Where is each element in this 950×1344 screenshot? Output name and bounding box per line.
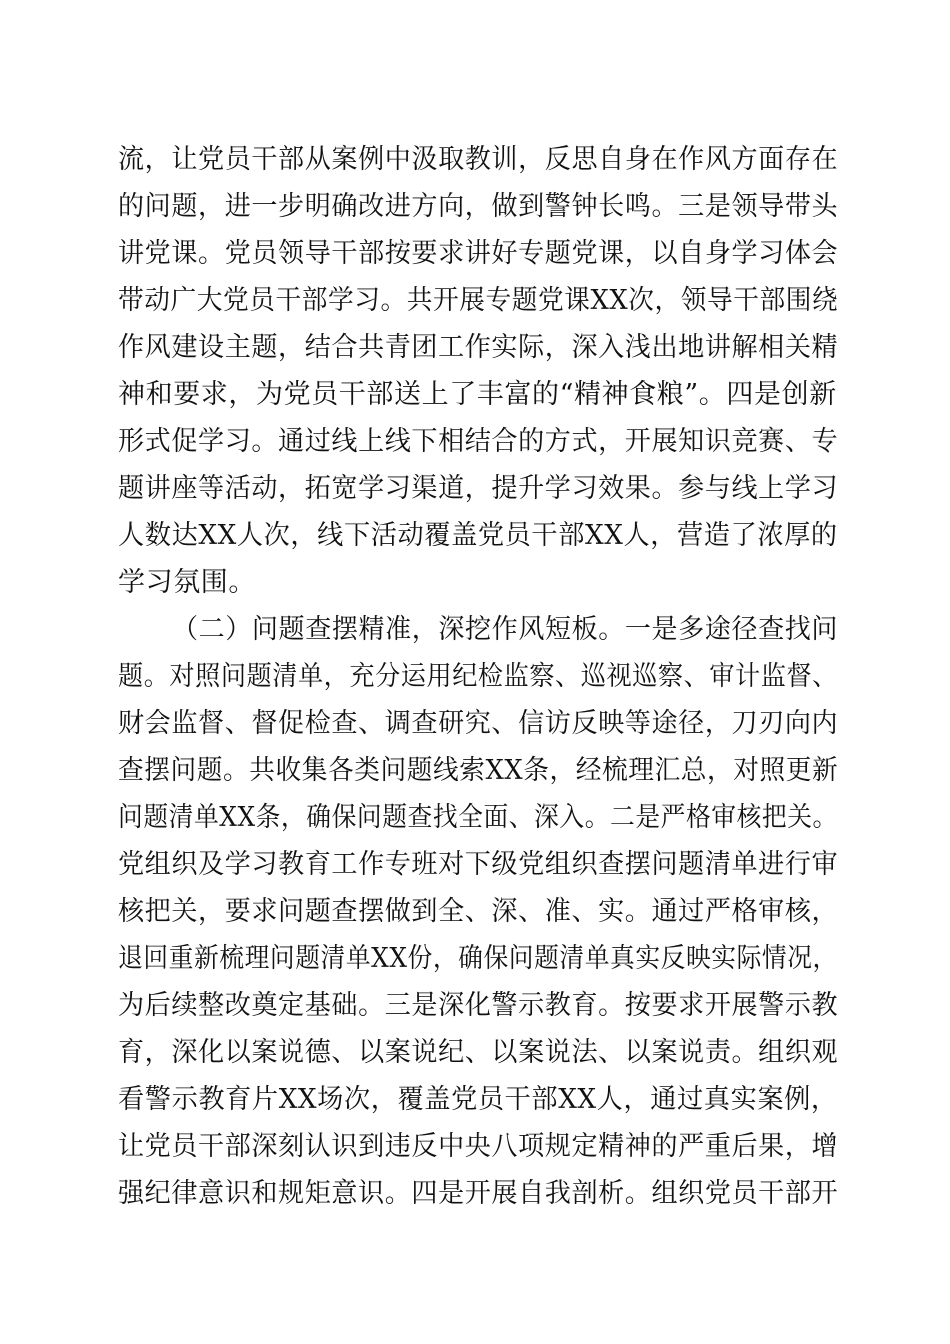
section-heading-line: （二）问题查摆精准，深挖作风短板。一是多途径查找问 — [172, 614, 838, 645]
text-line: 带动广大党员干部学习。共开展专题党课XX次，领导干部围绕 — [118, 285, 839, 316]
text-line: 党组织及学习教育工作专班对下级党组织查摆问题清单进行审 — [118, 849, 839, 880]
text-line: 强纪律意识和规矩意识。四是开展自我剖析。组织党员干部开 — [118, 1178, 839, 1209]
text-line: 神和要求，为党员干部送上了丰富的“精神食粮”。四是创新 — [118, 379, 837, 410]
text-line: 题讲座等活动，拓宽学习渠道，提升学习效果。参与线上学习 — [118, 473, 839, 504]
text-line: 题。对照问题清单，充分运用纪检监察、巡视巡察、审计监督、 — [118, 661, 838, 692]
text-line: 学习氛围。 — [118, 567, 256, 598]
text-line: 的问题，进一步明确改进方向，做到警钟长鸣。三是领导带头 — [118, 191, 839, 222]
text-line: 形式促学习。通过线上线下相结合的方式，开展知识竞赛、专 — [118, 426, 839, 457]
text-line: 为后续整改奠定基础。三是深化警示教育。按要求开展警示教 — [118, 990, 839, 1021]
text-line: 流，让党员干部从案例中汲取教训，反思自身在作风方面存在 — [118, 144, 839, 175]
text-line: 财会监督、督促检查、调查研究、信访反映等途径，刀刃向内 — [118, 708, 839, 739]
text-line: 问题清单XX条，确保问题查找全面、深入。二是严格审核把关。 — [118, 802, 838, 833]
text-line: 退回重新梳理问题清单XX份，确保问题清单真实反映实际情况， — [118, 943, 838, 974]
text-line: 核把关，要求问题查摆做到全、深、准、实。通过严格审核， — [118, 896, 839, 927]
text-line: 育，深化以案说德、以案说纪、以案说法、以案说责。组织观 — [118, 1037, 839, 1068]
text-line: 作风建设主题，结合共青团工作实际，深入浅出地讲解相关精 — [118, 332, 839, 363]
text-line: 让党员干部深刻认识到违反中央八项规定精神的严重后果，增 — [118, 1131, 839, 1162]
text-line: 查摆问题。共收集各类问题线索XX条，经梳理汇总，对照更新 — [118, 755, 839, 786]
text-line: 人数达XX人次，线下活动覆盖党员干部XX人，营造了浓厚的 — [118, 520, 838, 551]
text-line: 讲党课。党员领导干部按要求讲好专题党课，以自身学习体会 — [118, 238, 839, 269]
text-line: 看警示教育片XX场次，覆盖党员干部XX人，通过真实案例， — [118, 1084, 838, 1115]
